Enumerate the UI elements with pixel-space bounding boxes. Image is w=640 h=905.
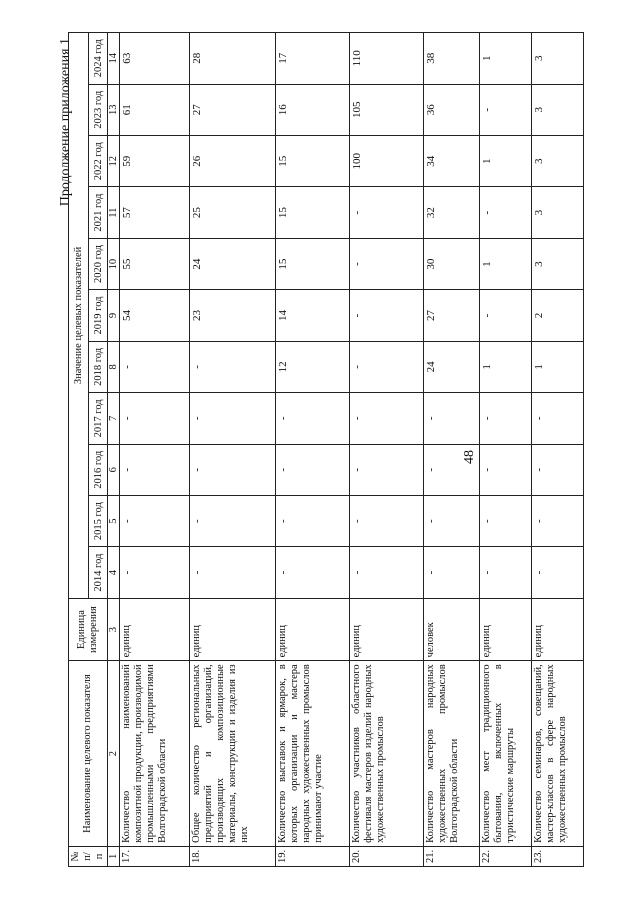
value-cell: - (350, 187, 424, 238)
value-cell: - (190, 393, 276, 444)
value-cell: - (480, 547, 532, 598)
value-cell: 1 (480, 341, 532, 392)
indicator-name: Общее количество региональных предприятий и организаций, производящих композиционные материалы, конструкции и изделия из них (190, 661, 276, 847)
year-header: 2019 год (89, 290, 108, 341)
value-cell: - (480, 495, 532, 546)
year-header: 2016 год (89, 444, 108, 495)
value-cell: - (532, 547, 584, 598)
value-cell: - (190, 444, 276, 495)
value-cell: - (190, 495, 276, 546)
unit-cell: человек (424, 598, 480, 661)
value-cell: 15 (276, 187, 350, 238)
table-row (480, 33, 532, 867)
row-number: 17. (120, 846, 190, 866)
unit-cell: единиц (532, 598, 584, 661)
value-cell: - (350, 393, 424, 444)
row-number: 19. (276, 846, 350, 866)
page-caption: Продолжение приложения 1 (58, 38, 73, 207)
value-cell: 26 (190, 136, 276, 187)
value-cell: 28 (190, 33, 276, 85)
year-header: 2017 год (89, 393, 108, 444)
indicator-name: Количество наименований композитной продукции, производимой промышленными предприятиями Волгоградской области (120, 661, 190, 847)
value-cell: 3 (532, 238, 584, 289)
value-cell: - (532, 393, 584, 444)
column-number: 9 (108, 290, 120, 341)
value-cell: - (350, 238, 424, 289)
unit-cell: единиц (190, 598, 276, 661)
column-number: 5 (108, 495, 120, 546)
column-number: 3 (108, 598, 120, 661)
value-cell: - (424, 393, 480, 444)
value-cell: - (480, 187, 532, 238)
value-cell: - (480, 290, 532, 341)
row-number: 20. (350, 846, 424, 866)
value-cell: 1 (532, 341, 584, 392)
value-cell: 3 (532, 187, 584, 238)
value-cell: - (276, 547, 350, 598)
indicator-name: Количество выставок и ярмарок, в которых организации и мастера народных художественных промыслов принимают участие (276, 661, 350, 847)
value-cell: 57 (120, 187, 190, 238)
table-row (350, 33, 424, 867)
value-cell: - (276, 393, 350, 444)
header-group: Значение целевых показателей (69, 33, 89, 599)
value-cell: 23 (190, 290, 276, 341)
value-cell: 17 (276, 33, 350, 85)
column-number: 13 (108, 84, 120, 135)
column-number: 8 (108, 341, 120, 392)
row-number: 23. (532, 846, 584, 866)
year-header: 2023 год (89, 84, 108, 135)
value-cell: - (190, 341, 276, 392)
column-number: 2 (108, 661, 120, 847)
indicator-name: Количество мастеров народных художественных промыслов Волгоградской области (424, 661, 480, 847)
value-cell: 16 (276, 84, 350, 135)
value-cell: - (480, 84, 532, 135)
value-cell: 110 (350, 33, 424, 85)
indicator-name: Количество семинаров, совещаний, мастер-классов в сфере народных художественных промыслов (532, 661, 584, 847)
value-cell: - (532, 444, 584, 495)
table-row (120, 33, 190, 867)
year-header: 2022 год (89, 136, 108, 187)
year-header: 2015 год (89, 495, 108, 546)
value-cell: 1 (480, 136, 532, 187)
value-cell: 3 (532, 33, 584, 85)
column-number: 4 (108, 547, 120, 598)
unit-cell: единиц (120, 598, 190, 661)
value-cell: - (350, 290, 424, 341)
value-cell: 2 (532, 290, 584, 341)
value-cell: 55 (120, 238, 190, 289)
value-cell: - (532, 495, 584, 546)
row-number: 18. (190, 846, 276, 866)
value-cell: 15 (276, 136, 350, 187)
value-cell: 24 (424, 341, 480, 392)
value-cell: - (350, 547, 424, 598)
value-cell: - (480, 393, 532, 444)
column-number: 14 (108, 33, 120, 85)
value-cell: 38 (424, 33, 480, 85)
unit-cell: единиц (350, 598, 424, 661)
header-num: № п/п (69, 846, 108, 866)
column-number: 12 (108, 136, 120, 187)
table-body (120, 33, 584, 867)
value-cell: - (480, 444, 532, 495)
value-cell: - (350, 444, 424, 495)
unit-cell: единиц (276, 598, 350, 661)
value-cell: 105 (350, 84, 424, 135)
value-cell: - (120, 393, 190, 444)
value-cell: - (424, 547, 480, 598)
row-number: 22. (480, 846, 532, 866)
value-cell: 63 (120, 33, 190, 85)
value-cell: - (190, 547, 276, 598)
column-number: 11 (108, 187, 120, 238)
value-cell: 34 (424, 136, 480, 187)
value-cell: 54 (120, 290, 190, 341)
table-row (532, 33, 584, 867)
column-number: 6 (108, 444, 120, 495)
value-cell: 15 (276, 238, 350, 289)
page-number: 48 (462, 450, 477, 464)
indicators-table (68, 32, 584, 867)
value-cell: - (120, 495, 190, 546)
header-unit: Единица измерения (69, 598, 108, 661)
column-number-row (108, 33, 120, 867)
value-cell: - (276, 495, 350, 546)
value-cell: 12 (276, 341, 350, 392)
value-cell: 61 (120, 84, 190, 135)
value-cell: - (424, 444, 480, 495)
value-cell: 14 (276, 290, 350, 341)
value-cell: 27 (190, 84, 276, 135)
header-name: Наименование целевого показателя (69, 661, 108, 847)
column-number: 1 (108, 846, 120, 866)
value-cell: - (350, 495, 424, 546)
year-header: 2020 год (89, 238, 108, 289)
indicator-name: Количество участников областного фестиваля мастеров изделий народных художественных промыслов (350, 661, 424, 847)
value-cell: 59 (120, 136, 190, 187)
value-cell: 3 (532, 136, 584, 187)
year-header: 2021 год (89, 187, 108, 238)
table-row (424, 33, 480, 867)
value-cell: - (350, 341, 424, 392)
column-number: 10 (108, 238, 120, 289)
value-cell: 36 (424, 84, 480, 135)
value-cell: - (120, 444, 190, 495)
value-cell: 1 (480, 33, 532, 85)
value-cell: - (120, 547, 190, 598)
value-cell: 24 (190, 238, 276, 289)
value-cell: - (276, 444, 350, 495)
year-header: 2024 год (89, 33, 108, 85)
value-cell: 25 (190, 187, 276, 238)
value-cell: 27 (424, 290, 480, 341)
value-cell: - (424, 495, 480, 546)
value-cell: 30 (424, 238, 480, 289)
value-cell: 3 (532, 84, 584, 135)
value-cell: 100 (350, 136, 424, 187)
year-header: 2014 год (89, 547, 108, 598)
row-number: 21. (424, 846, 480, 866)
column-number: 7 (108, 393, 120, 444)
value-cell: 32 (424, 187, 480, 238)
table-row (276, 33, 350, 867)
value-cell: - (120, 341, 190, 392)
value-cell: 1 (480, 238, 532, 289)
unit-cell: единиц (480, 598, 532, 661)
indicator-name: Количество мест традиционного бытования, включенных в туристические маршруты (480, 661, 532, 847)
table-row (190, 33, 276, 867)
year-header: 2018 год (89, 341, 108, 392)
